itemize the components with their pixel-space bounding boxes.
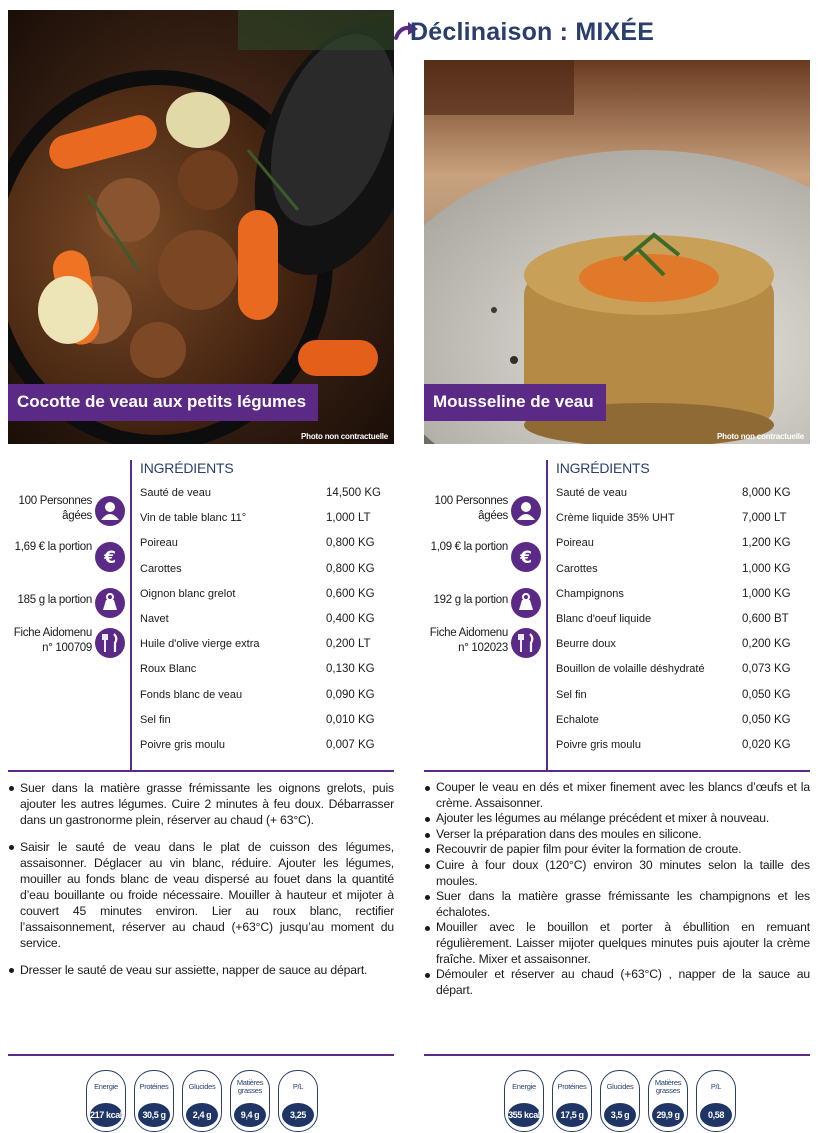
- divider-horizontal: [424, 770, 810, 772]
- ingredient-name: Roux Blanc: [140, 663, 197, 676]
- ingredient-quantity: 0,600 BT: [742, 612, 789, 625]
- weight-icon: [95, 588, 125, 618]
- person-icon: [95, 496, 125, 526]
- preparation-step: Verser la préparation dans des moules en silicone.: [424, 827, 810, 843]
- info-price: [8, 540, 128, 576]
- nutrition-label: Matières grasses: [654, 1078, 682, 1095]
- nutrition-badge: [86, 1070, 126, 1132]
- ingredient-quantity: 14,500 KG: [326, 487, 381, 499]
- photo-disclaimer: Photo non contractuelle: [717, 432, 804, 441]
- ingredient-name: Echalote: [556, 713, 599, 726]
- ingredient-quantity: 0,050 KG: [742, 688, 791, 701]
- cutlery-icon: [95, 628, 125, 658]
- declinaison-header: [394, 14, 814, 54]
- ingredient-quantity: 0,090 KG: [326, 688, 375, 701]
- ingredient-name: Bouillon de volaille déshydraté: [556, 663, 705, 676]
- ingredient-row: [140, 484, 396, 509]
- svg-text:€: €: [520, 548, 532, 568]
- ingredient-row: [140, 736, 396, 761]
- ingredient-quantity: 0,073 KG: [742, 663, 791, 676]
- info-weight-text: 192 g la portion: [433, 594, 508, 606]
- photo-disclaimer: Photo non contractuelle: [301, 432, 388, 441]
- preparation-steps: [8, 780, 394, 989]
- divider-horizontal-bottom: [8, 1054, 394, 1056]
- ingredient-name: Carottes: [140, 562, 182, 575]
- preparation-step: Recouvrir de papier film pour éviter la formation de croute.: [424, 842, 810, 858]
- ingredient-row: [556, 585, 812, 610]
- ingredient-name: Poivre gris moulu: [140, 738, 225, 751]
- nutrition-value: 355 kcal: [508, 1103, 540, 1127]
- ingredient-quantity: 0,600 KG: [326, 587, 375, 600]
- dish-photo-illustration: [8, 10, 394, 444]
- ingredient-quantity: 0,007 KG: [326, 738, 375, 751]
- recipe-column-left: [8, 0, 396, 1133]
- info-people: [8, 494, 128, 530]
- divider-horizontal-bottom: [424, 1054, 810, 1056]
- ingredient-row: [556, 660, 812, 685]
- ingredient-row: [140, 660, 396, 685]
- photo-caption: Mousseline de veau: [424, 384, 606, 421]
- ingredient-row: [556, 534, 812, 559]
- ingredient-row: [140, 635, 396, 660]
- preparation-step: Couper le veau en dés et mixer finement avec les blancs d’œufs et la crème. Assaisonner.: [424, 780, 810, 811]
- nutrition-value: 17,5 g: [556, 1103, 588, 1127]
- preparation-step: Mouiller avec le bouillon et porter à ébullition en remuant régulièrement. Laisser mijoter quelques minutes puis ajouter la crème fraîche. Mixer et assaisonner.: [424, 920, 810, 967]
- nutrition-label: Glucides: [188, 1082, 216, 1091]
- preparation-step: Suer dans la matière grasse frémissante les champignons et les échalotes.: [424, 889, 810, 920]
- weight-icon: [511, 588, 541, 618]
- nutrition-value: 30,5 g: [138, 1103, 170, 1127]
- ingredient-quantity: 0,050 KG: [742, 713, 791, 726]
- nutrition-label: Energie: [94, 1082, 118, 1091]
- ingredient-row: [140, 585, 396, 610]
- dish-photo: [8, 10, 394, 444]
- recipe-column-right: [410, 0, 812, 1133]
- dish-photo: [424, 60, 810, 444]
- ingredient-quantity: 1,000 KG: [742, 587, 791, 600]
- preparation-step: Saisir le sauté de veau dans le plat de cuisson des légumes, assaisonner. Déglacer au vin blanc, réduire. Ajouter les légumes, mouiller au fonds blanc de veau dispersé au fouet dans la quantité d’eau bouillante ou froide nécessaire. Mouiller à hauteur et mijoter à couvert 45 minutes environ. Lier au roux blanc, rectifier l’assaisonnement, réserver au chaud (+63°C) jusqu’au moment du service.: [8, 839, 394, 951]
- ingredient-row: [140, 686, 396, 711]
- ingredient-quantity: 0,800 KG: [326, 537, 375, 550]
- preparation-steps: [424, 780, 810, 998]
- ingredients-title: INGRÉDIENTS: [556, 460, 650, 476]
- ingredient-quantity: 0,130 KG: [326, 663, 375, 676]
- ingredient-quantity: 0,020 KG: [742, 738, 791, 751]
- ingredient-name: Navet: [140, 612, 169, 625]
- ingredient-name: Crème liquide 35% UHT: [556, 512, 675, 525]
- nutrition-value: 2,4 g: [186, 1103, 218, 1127]
- ingredient-row: [556, 711, 812, 736]
- ingredient-quantity: 0,010 KG: [326, 713, 375, 726]
- divider-vertical: [546, 460, 548, 770]
- divider-vertical: [130, 460, 132, 770]
- nutrition-label: P/L: [710, 1082, 722, 1091]
- info-fiche-text: Fiche Aidomenu n° 102023: [429, 627, 508, 654]
- info-weight: [8, 586, 128, 622]
- ingredients-title: INGRÉDIENTS: [140, 460, 234, 476]
- ingredients-list: [140, 484, 396, 761]
- nutrition-label: Protéines: [557, 1082, 587, 1091]
- nutrition-badge: [552, 1070, 592, 1132]
- ingredient-row: [140, 560, 396, 585]
- ingredients-list: [556, 484, 812, 761]
- cutlery-icon: [511, 628, 541, 658]
- nutrition-value: 217 kcal: [90, 1103, 122, 1127]
- ingredient-quantity: 0,800 KG: [326, 562, 375, 575]
- ingredient-row: [556, 560, 812, 585]
- nutrition-value: 29,9 g: [652, 1103, 684, 1127]
- nutrition-value: 3,5 g: [604, 1103, 636, 1127]
- ingredient-name: Sauté de veau: [556, 487, 627, 499]
- info-fiche-text: Fiche Aidomenu n° 100709: [13, 627, 92, 654]
- info-weight: [424, 586, 544, 622]
- ingredient-row: [140, 711, 396, 736]
- ingredient-quantity: 0,400 KG: [326, 612, 375, 625]
- nutrition-label: Glucides: [606, 1082, 634, 1091]
- ingredient-name: Sel fin: [556, 688, 587, 701]
- ingredient-name: Poivre gris moulu: [556, 738, 641, 751]
- ingredient-row: [556, 610, 812, 635]
- ingredient-name: Champignons: [556, 587, 624, 600]
- nutrition-value: 0,58: [700, 1103, 732, 1127]
- nutrition-value: 9,4 g: [234, 1103, 266, 1127]
- euro-icon: [511, 542, 541, 572]
- divider-horizontal: [8, 770, 394, 772]
- preparation-step: Dresser le sauté de veau sur assiette, napper de sauce au départ.: [8, 962, 394, 978]
- ingredient-row: [556, 509, 812, 534]
- ingredient-name: Poireau: [140, 537, 178, 550]
- nutrition-label: Protéines: [139, 1082, 169, 1091]
- photo-caption: Cocotte de veau aux petits légumes: [8, 384, 318, 421]
- info-price-text: 1,09 € la portion: [430, 541, 508, 553]
- ingredient-name: Sel fin: [140, 713, 171, 726]
- info-people-text: 100 Personnes âgées: [434, 495, 508, 522]
- nutrition-badge: [504, 1070, 544, 1132]
- ingredient-name: Beurre doux: [556, 638, 616, 651]
- nutrition-badge: [182, 1070, 222, 1132]
- ingredient-row: [556, 686, 812, 711]
- preparation-step: Cuire à four doux (120°C) environ 30 minutes selon la taille des moules.: [424, 858, 810, 889]
- nutrition-badge: [696, 1070, 736, 1132]
- ingredient-name: Vin de table blanc 11°: [140, 512, 247, 525]
- preparation-step: Ajouter les légumes au mélange précédent et mixer à nouveau.: [424, 811, 810, 827]
- nutrition-label: Matières grasses: [236, 1078, 264, 1095]
- nutrition-value: 3,25: [282, 1103, 314, 1127]
- declinaison-title: Déclinaison : MIXÉE: [410, 18, 655, 46]
- nutrition-badge: [230, 1070, 270, 1132]
- nutrition-badge: [600, 1070, 640, 1132]
- ingredient-name: Poireau: [556, 537, 594, 550]
- svg-text:€: €: [104, 548, 116, 568]
- ingredient-row: [556, 484, 812, 509]
- preparation-step: Démouler et réserver au chaud (+63°C) , napper de la sauce au départ.: [424, 967, 810, 998]
- info-people-text: 100 Personnes âgées: [18, 495, 92, 522]
- euro-icon: [95, 542, 125, 572]
- ingredient-row: [140, 509, 396, 534]
- ingredient-name: Fonds blanc de veau: [140, 688, 243, 701]
- ingredient-row: [140, 534, 396, 559]
- nutrition-badge: [134, 1070, 174, 1132]
- info-price: [424, 540, 544, 576]
- nutrition-badge: [648, 1070, 688, 1132]
- nutrition-badge: [278, 1070, 318, 1132]
- nutrition-label: Energie: [512, 1082, 536, 1091]
- ingredient-name: Oignon blanc grelot: [140, 587, 236, 600]
- info-fiche: [8, 626, 128, 662]
- preparation-step: Suer dans la matière grasse frémissante les oignons grelots, puis ajouter les autres légumes. Cuire 2 minutes à feu doux. Débarrasser dans un gastronorme plein, réserver au chaud (+ 63°C).: [8, 780, 394, 828]
- nutrition-label: P/L: [292, 1082, 304, 1091]
- ingredient-name: Sauté de veau: [140, 487, 211, 499]
- ingredient-quantity: 0,200 KG: [742, 638, 791, 651]
- ingredient-quantity: 1,000 KG: [742, 562, 791, 575]
- ingredient-quantity: 0,200 LT: [326, 638, 371, 651]
- ingredient-quantity: 7,000 LT: [742, 512, 787, 525]
- ingredient-name: Blanc d'oeuf liquide: [556, 612, 652, 625]
- ingredient-quantity: 1,000 LT: [326, 512, 371, 525]
- ingredient-row: [140, 610, 396, 635]
- ingredient-name: Carottes: [556, 562, 598, 575]
- ingredient-row: [556, 736, 812, 761]
- ingredient-row: [556, 635, 812, 660]
- info-weight-text: 185 g la portion: [17, 594, 92, 606]
- ingredient-quantity: 1,200 KG: [742, 537, 791, 550]
- info-fiche: [424, 626, 544, 662]
- person-icon: [511, 496, 541, 526]
- info-people: [424, 494, 544, 530]
- ingredient-name: Huile d'olive vierge extra: [140, 638, 260, 651]
- info-price-text: 1,69 € la portion: [14, 541, 92, 553]
- ingredient-quantity: 8,000 KG: [742, 487, 791, 499]
